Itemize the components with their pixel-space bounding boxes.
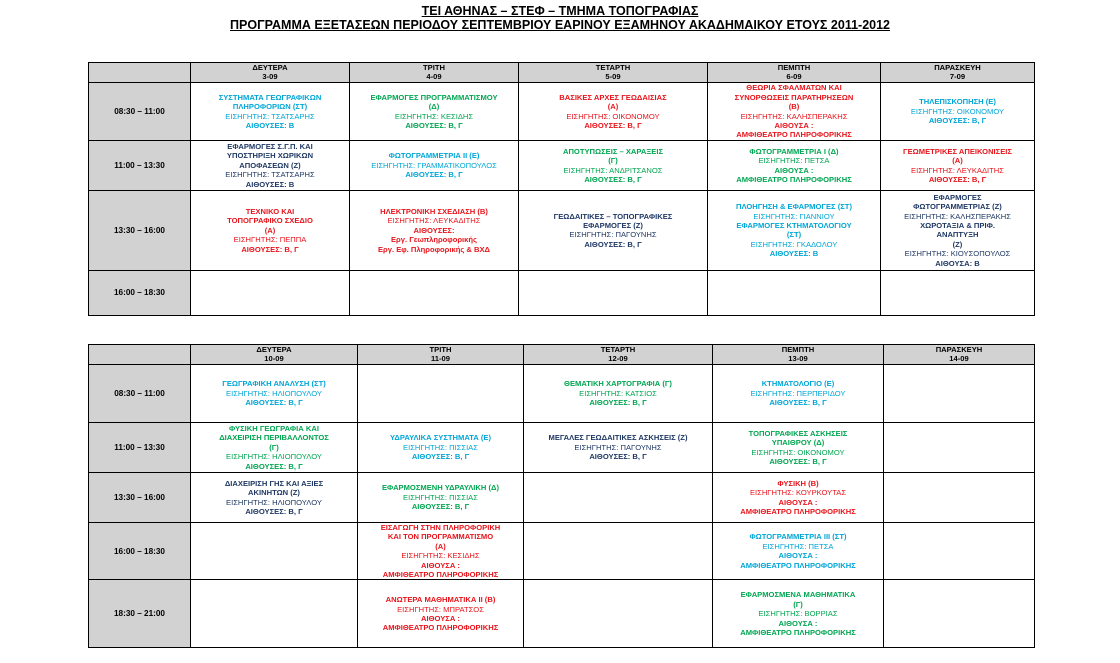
exam-cell (881, 83, 1035, 141)
exam-text: ΥΔΡΑΥΛΙΚΑ ΣΥΣΤΗΜΑΤΑ (Ε) (389, 433, 492, 443)
exam-cell (519, 140, 708, 190)
day-date: 7-09 (949, 71, 966, 81)
schedule-table-week-2 (88, 344, 1035, 648)
exam-text: ΗΛΕΚΤΡΟΝΙΚΗ ΣΧΕΔΙΑΣΗ (Β) (380, 206, 488, 216)
day-header-4 (708, 63, 881, 83)
exam-instructor: ΕΙΣΗΓΗΤΗΣ: ΒΟΡΡΙΑΣ (758, 609, 838, 619)
exam-text: (Γ) (793, 599, 803, 609)
exam-text: ΦΩΤΟΓΡΑΜΜΕΤΡΙΑ ΙΙΙ (ΣΤ) (749, 532, 847, 542)
exam-text: ΑΙΘΟΥΣΕΣ: Β, Γ (241, 244, 299, 254)
exam-text: (Δ) (428, 102, 440, 112)
exam-text: ΑΙΘΟΥΣΑ: Β (935, 258, 980, 268)
time-slot-label: 11:00 – 13:30 (89, 423, 191, 473)
time-slot-label: 11:00 – 13:30 (89, 140, 191, 190)
exam-text: ΔΙΑΧΕΙΡΙΣΗ ΓΗΣ ΚΑΙ ΑΞΙΕΣ (224, 478, 324, 488)
exam-cell (713, 580, 884, 648)
exam-text: ΕΦΑΡΜΟΓΕΣ (933, 192, 982, 202)
day-date: 14-09 (949, 353, 969, 363)
exam-text: ΓΕΩΜΕΤΡΙΚΕΣ ΑΠΕΙΚΟΝΙΣΕΙΣ (903, 146, 1012, 156)
time-slot-row (89, 270, 1035, 315)
exam-cell (713, 365, 884, 423)
empty-cell (358, 365, 524, 423)
exam-cell (350, 191, 519, 270)
corner-cell (89, 63, 191, 83)
exam-text: ΘΕΜΑΤΙΚΗ ΧΑΡΤΟΓΡΑΦΙΑ (Γ) (564, 379, 672, 389)
exam-cell (358, 473, 524, 523)
exam-text: Εργ. Γεωπληροφορικής (390, 235, 477, 245)
time-slot-label: 16:00 – 18:30 (89, 523, 191, 580)
exam-cell (358, 580, 524, 648)
exam-cell (713, 523, 884, 580)
exam-text: ΤΟΠΟΓΡΑΦΙΚΕΣ ΑΣΚΗΣΕΙΣ (748, 428, 848, 438)
exam-instructor: ΕΙΣΗΓΗΤΗΣ: ΚΑΛΗΣΠΕΡΑΚΗΣ (904, 211, 1011, 221)
exam-text: ΑΙΘΟΥΣΑ : (778, 618, 818, 628)
exam-instructor: ΕΙΣΗΓΗΤΗΣ: ΠΙΣΣΙΑΣ (403, 442, 478, 452)
exam-instructor: ΕΙΣΗΓΗΤΗΣ: ΚΑΛΗΣΠΕΡΑΚΗΣ (740, 111, 848, 121)
empty-cell (524, 580, 713, 648)
exam-text: ΑΚΙΝΗΤΩΝ (Ζ) (248, 488, 300, 498)
exam-instructor: ΕΙΣΗΓΗΤΗΣ: ΟΙΚΟΝΟΜΟΥ (910, 106, 1005, 116)
exam-text: ΑΙΘΟΥΣΕΣ: Β, Γ (245, 398, 303, 408)
exam-text: ΑΙΘΟΥΣΕΣ: Β, Γ (411, 502, 470, 512)
exam-text: ΑΝΩΤΕΡΑ ΜΑΘΗΜΑΤΙΚΑ ΙΙ (Β) (385, 595, 496, 605)
day-date: 13-09 (788, 353, 808, 363)
exam-text: ΑΜΦΙΘΕΑΤΡΟ ΠΛΗΡΟΦΟΡΙΚΗΣ (382, 623, 499, 633)
exam-text: ΒΑΣΙΚΕΣ ΑΡΧΕΣ ΓΕΩΔΑΙΣΙΑΣ (559, 92, 667, 102)
exam-text: (Γ) (269, 442, 279, 452)
exam-instructor: ΕΙΣΗΓΗΤΗΣ: ΠΕΠΠΑ (233, 235, 307, 245)
exam-text: ΑΙΘΟΥΣΕΣ: Β, Γ (589, 398, 647, 408)
exam-cell (524, 423, 713, 473)
day-header-2 (350, 63, 519, 83)
exam-text: ΑΙΘΟΥΣΕΣ: Β, Γ (405, 120, 463, 130)
exam-text: ΑΝΑΠΤΥΞΗ (936, 230, 979, 240)
exam-text: ΦΩΤΟΓΡΑΜΜΕΤΡΙΑ ΙΙ (Ε) (388, 151, 480, 161)
exam-cell (191, 473, 358, 523)
exam-cell (519, 191, 708, 270)
exam-text: ΑΙΘΟΥΣΑ : (778, 551, 818, 561)
exam-text: ΑΙΘΟΥΣΑ : (421, 613, 460, 623)
exam-text: ΠΛΗΡΟΦΟΡΙΩΝ (ΣΤ) (232, 102, 308, 112)
exam-cell (191, 365, 358, 423)
empty-cell (884, 580, 1035, 648)
exam-instructor: ΕΙΣΗΓΗΤΗΣ: ΚΑΤΣΙΟΣ (579, 388, 657, 398)
exam-text: ΤΟΠΟΓΡΑΦΙΚΟ ΣΧΕΔΙΟ (227, 216, 313, 226)
exam-cell (358, 523, 524, 580)
exam-instructor: ΕΙΣΗΓΗΤΗΣ: ΚΕΣΙΔΗΣ (394, 111, 474, 121)
exam-text: ΓΕΩΔΑΙΤΙΚΕΣ – ΤΟΠΟΓΡΑΦΙΚΕΣ (553, 211, 673, 221)
exam-cell (708, 191, 881, 270)
exam-text: ΑΙΘΟΥΣΕΣ: Β, Γ (245, 506, 303, 516)
exam-text: ΑΙΘΟΥΣΕΣ: Β (245, 120, 295, 130)
time-slot-row (89, 580, 1035, 648)
time-slot-label: 13:30 – 16:00 (89, 473, 191, 523)
exam-text: ΑΙΘΟΥΣΑ : (421, 560, 460, 570)
day-name: ΠΕΜΠΤΗ (777, 62, 811, 72)
empty-cell (191, 270, 350, 315)
exam-text: ΧΩΡΟΤΑΞΙΑ & ΠΡΙΦ. (920, 221, 995, 231)
exam-instructor: ΕΙΣΗΓΗΤΗΣ: ΜΠΡΑΤΣΟΣ (397, 604, 484, 614)
day-header-3 (524, 345, 713, 365)
exam-text: ΕΙΣΑΓΩΓΗ ΣΤΗΝ ΠΛΗΡΟΦΟΡΙΚΗ (380, 523, 501, 532)
day-header-5 (884, 345, 1035, 365)
empty-cell (524, 473, 713, 523)
exam-cell (519, 83, 708, 141)
exam-cell (191, 140, 350, 190)
day-header-1 (191, 345, 358, 365)
exam-text: (Β) (788, 102, 800, 112)
exam-text: ΚΑΙ ΤΟΝ ΠΡΟΓΡΑΜΜΑΤΙΣΜΟ (387, 532, 494, 542)
day-date: 6-09 (786, 71, 802, 81)
exam-cell (708, 140, 881, 190)
empty-cell (191, 580, 358, 648)
empty-cell (350, 270, 519, 315)
exam-text: ΕΦΑΡΜΟΓΕΣ Σ.Γ.Π. ΚΑΙ (227, 142, 313, 152)
day-date: 4-09 (426, 71, 442, 81)
exam-text: ΑΜΦΙΘΕΑΤΡΟ ΠΛΗΡΟΦΟΡΙΚΗΣ (736, 130, 852, 140)
exam-instructor: ΕΙΣΗΓΗΤΗΣ: ΛΕΥΚΑΔΙΤΗΣ (911, 165, 1004, 175)
exam-instructor: ΕΙΣΗΓΗΤΗΣ: ΠΕΤΣΑ (762, 541, 834, 551)
exam-text: ΦΩΤΟΓΡΑΜΜΕΤΡΙΑ Ι (Δ) (749, 146, 839, 156)
exam-text: ΜΕΓΑΛΕΣ ΓΕΩΔΑΙΤΙΚΕΣ ΑΣΚΗΣΕΙΣ (Ζ) (548, 433, 688, 443)
day-date: 12-09 (608, 353, 628, 363)
exam-text: ΦΥΣΙΚΗ (Β) (777, 478, 819, 488)
exam-instructor: ΕΙΣΗΓΗΤΗΣ: ΟΙΚΟΝΟΜΟΥ (566, 111, 660, 121)
day-header-2 (358, 345, 524, 365)
day-name: ΤΡΙΤΗ (429, 344, 452, 354)
empty-cell (708, 270, 881, 315)
time-slot-label: 16:00 – 18:30 (89, 270, 191, 315)
corner-cell (89, 345, 191, 365)
exam-cell (350, 83, 519, 141)
day-header-3 (519, 63, 708, 83)
exam-text: ΥΠΑΙΘΡΟΥ (Δ) (771, 438, 825, 448)
exam-text: ΑΙΘΟΥΣΕΣ: Β, Γ (405, 170, 463, 180)
exam-text: ΔΙΑΧΕΙΡΙΣΗ ΠΕΡΙΒΑΛΛΟΝΤΟΣ (219, 433, 329, 443)
time-slot-row (89, 140, 1035, 190)
empty-cell (524, 523, 713, 580)
exam-text: (Α) (435, 541, 446, 551)
exam-text: ΣΥΣΤΗΜΑΤΑ ΓΕΩΓΡΑΦΙΚΩΝ (218, 92, 322, 102)
exam-text: ΑΙΘΟΥΣΕΣ: Β, Γ (584, 120, 642, 130)
exam-text: ΑΙΘΟΥΣΕΣ: Β, Γ (411, 452, 470, 462)
exam-text: ΑΙΘΟΥΣΕΣ: Β (245, 179, 295, 189)
exam-text: ΓΕΩΓΡΑΦΙΚΗ ΑΝΑΛΥΣΗ (ΣΤ) (222, 379, 326, 389)
time-slot-label: 18:30 – 21:00 (89, 580, 191, 648)
exam-text: (Γ) (608, 156, 618, 166)
exam-text: ΑΙΘΟΥΣΕΣ: Β (769, 249, 819, 259)
schedule-table-week-1 (88, 62, 1035, 316)
exam-instructor: ΕΙΣΗΓΗΤΗΣ: ΓΡΑΜΜΑΤΙΚΟΠΟΥΛΟΣ (371, 160, 497, 170)
day-name: ΤΡΙΤΗ (423, 62, 445, 72)
exam-text: ΑΙΘΟΥΣΕΣ: Β, Γ (928, 174, 987, 184)
exam-instructor: ΕΙΣΗΓΗΤΗΣ: ΠΑΓΟΥΝΗΣ (574, 442, 662, 452)
exam-text: ΕΦΑΡΜΟΣΜΕΝΑ ΜΑΘΗΜΑΤΙΚΑ (740, 590, 856, 600)
exam-text: ΘΕΩΡΙΑ ΣΦΑΛΜΑΤΩΝ ΚΑΙ (746, 83, 842, 93)
exam-text: ΑΙΘΟΥΣΑ : (774, 165, 814, 175)
exam-instructor: ΕΙΣΗΓΗΤΗΣ: ΠΑΓΟΥΝΗΣ (569, 230, 657, 240)
exam-instructor: ΕΙΣΗΓΗΤΗΣ: ΓΙΑΝΝΙΟΥ (753, 211, 835, 221)
exam-text: ΦΥΣΙΚΗ ΓΕΩΓΡΑΦΙΑ ΚΑΙ (229, 423, 319, 433)
exam-text: ΕΦΑΡΜΟΓΕΣ ΚΤΗΜΑΤΟΛΟΓΙΟΥ (736, 221, 852, 231)
exam-cell (191, 191, 350, 270)
exam-cell (191, 83, 350, 141)
exam-text: ΥΠΟΣΤΗΡΙΞΗ ΧΩΡΙΚΩΝ (226, 151, 314, 161)
empty-cell (519, 270, 708, 315)
day-name: ΠΑΡΑΣΚΕΥΗ (935, 344, 983, 354)
exam-text: ΑΙΘΟΥΣΕΣ: Β, Γ (769, 398, 827, 408)
exam-text: ΑΜΦΙΘΕΑΤΡΟ ΠΛΗΡΟΦΟΡΙΚΗΣ (740, 628, 856, 638)
exam-text: (Α) (264, 225, 276, 235)
exam-cell (881, 140, 1035, 190)
exam-instructor: ΕΙΣΗΓΗΤΗΣ: ΚΙΟΥΣΟΠΟΥΛΟΣ (904, 249, 1011, 259)
exam-instructor: ΕΙΣΗΓΗΤΗΣ: ΤΣΑΤΣΑΡΗΣ (225, 111, 315, 121)
day-header-4 (713, 345, 884, 365)
day-date: 10-09 (264, 353, 284, 363)
empty-cell (881, 270, 1035, 315)
exam-instructor: ΕΙΣΗΓΗΤΗΣ: ΓΚΑΔΟΛΟΥ (750, 239, 838, 249)
day-date: 11-09 (430, 353, 450, 363)
time-slot-row (89, 365, 1035, 423)
exam-instructor: ΕΙΣΗΓΗΤΗΣ: ΚΕΣΙΔΗΣ (401, 551, 480, 561)
exam-instructor: ΕΙΣΗΓΗΤΗΣ: ΤΣΑΤΣΑΡΗΣ (225, 170, 315, 180)
exam-text: ΕΦΑΡΜΟΓΕΣ (Ζ) (583, 221, 643, 231)
exam-text: ΕΦΑΡΜΟΓΕΣ ΠΡΟΓΡΑΜΜΑΤΙΣΜΟΥ (370, 92, 498, 102)
exam-instructor: ΕΙΣΗΓΗΤΗΣ: ΛΕΥΚΑΔΙΤΗΣ (387, 216, 481, 226)
exam-text: ΑΙΘΟΥΣΕΣ: Β, Γ (928, 116, 987, 126)
exam-cell (358, 423, 524, 473)
time-slot-row (89, 523, 1035, 580)
day-date: 5-09 (605, 71, 621, 81)
exam-cell (713, 423, 884, 473)
exam-text: (Α) (607, 102, 619, 112)
exam-text: ΑΜΦΙΘΕΑΤΡΟ ΠΛΗΡΟΦΟΡΙΚΗΣ (740, 560, 856, 570)
exam-text: ΑΙΘΟΥΣΕΣ: Β, Γ (245, 461, 303, 471)
exam-text: ΑΙΘΟΥΣΕΣ: Β, Γ (769, 456, 827, 466)
exam-instructor: ΕΙΣΗΓΗΤΗΣ: ΑΝΔΡΙΤΣΑΝΟΣ (563, 165, 663, 175)
exam-text: ΑΙΘΟΥΣΕΣ: (413, 225, 455, 235)
exam-text: (ΣΤ) (786, 230, 802, 240)
time-slot-label: 08:30 – 11:00 (89, 365, 191, 423)
exam-text: (Α) (952, 156, 963, 166)
day-date: 3-09 (262, 71, 278, 81)
exam-instructor: ΕΙΣΗΓΗΤΗΣ: ΠΕΡΠΕΡΙΔΟΥ (750, 388, 846, 398)
time-slot-row (89, 83, 1035, 141)
exam-instructor: ΕΙΣΗΓΗΤΗΣ: ΚΟΥΡΚΟΥΤΑΣ (749, 488, 847, 498)
exam-text: ΚΤΗΜΑΤΟΛΟΓΙΟ (Ε) (761, 379, 835, 389)
exam-instructor: ΕΙΣΗΓΗΤΗΣ: ΟΙΚΟΝΟΜΟΥ (751, 447, 845, 457)
exam-cell (713, 473, 884, 523)
day-name: ΤΕΤΑΡΤΗ (595, 62, 631, 72)
exam-cell (191, 423, 358, 473)
exam-instructor: ΕΙΣΗΓΗΤΗΣ: ΗΛΙΟΠΟΥΛΟΥ (226, 497, 322, 507)
exam-cell (881, 191, 1035, 270)
exam-text: ΑΜΦΙΘΕΑΤΡΟ ΠΛΗΡΟΦΟΡΙΚΗΣ (740, 506, 856, 516)
exam-instructor: ΕΙΣΗΓΗΤΗΣ: ΗΛΙΟΠΟΥΛΟΥ (226, 388, 322, 398)
exam-text: ΑΠΟΦΑΣΕΩΝ (Ζ) (239, 160, 301, 170)
exam-text: ΑΜΦΙΘΕΑΤΡΟ ΠΛΗΡΟΦΟΡΙΚΗΣ (736, 174, 852, 184)
day-header-1 (191, 63, 350, 83)
exam-text: ΣΥΝΟΡΘΩΣΕΙΣ ΠΑΡΑΤΗΡΗΣΕΩΝ (734, 92, 854, 102)
exam-text: ΤΕΧΝΙΚΟ ΚΑΙ (245, 206, 295, 216)
exam-cell (350, 140, 519, 190)
exam-cell (708, 83, 881, 141)
day-header-row (89, 345, 1035, 365)
exam-text: ΑΜΦΙΘΕΑΤΡΟ ΠΛΗΡΟΦΟΡΙΚΗΣ (382, 570, 499, 580)
time-slot-label: 13:30 – 16:00 (89, 191, 191, 270)
document-subtitle: ΠΡΟΓΡΑΜΜΑ ΕΞΕΤΑΣΕΩΝ ΠΕΡΙΟΔΟΥ ΣΕΠΤΕΜΒΡΙΟΥ ΕΑΡΙΝΟΥ ΕΞΑΜΗΝΟΥ ΑΚΑΔΗΜΑΙΚΟΥ ΕΤΟΥΣ 2011-2012 (230, 18, 890, 32)
exam-text: Εργ. Εφ. Πληροφορικής & ΒΧΔ (377, 244, 490, 254)
day-name: ΤΕΤΑΡΤΗ (600, 344, 636, 354)
exam-text: (Ζ) (952, 239, 963, 249)
exam-text: ΑΙΘΟΥΣΑ : (778, 497, 818, 507)
document-title: ΤΕΙ ΑΘΗΝΑΣ – ΣΤΕΦ – ΤΜΗΜΑ ΤΟΠΟΓΡΑΦΙΑΣ (421, 4, 699, 18)
time-slot-row (89, 191, 1035, 270)
empty-cell (884, 473, 1035, 523)
exam-text: ΑΙΘΟΥΣΕΣ: Β, Γ (584, 174, 642, 184)
exam-instructor: ΕΙΣΗΓΗΤΗΣ: ΗΛΙΟΠΟΥΛΟΥ (226, 452, 322, 462)
exam-text: ΠΛΟΗΓΗΣΗ & ΕΦΑΡΜΟΓΕΣ (ΣΤ) (736, 202, 852, 212)
day-name: ΠΕΜΠΤΗ (781, 344, 815, 354)
exam-text: ΤΗΛΕΠΙΣΚΟΠΗΣΗ (Ε) (919, 97, 996, 107)
time-slot-label: 08:30 – 11:00 (89, 83, 191, 141)
exam-text: ΑΙΘΟΥΣΕΣ: Β, Γ (584, 239, 642, 249)
empty-cell (884, 523, 1035, 580)
empty-cell (191, 523, 358, 580)
exam-text: ΑΠΟΤΥΠΩΣΕΙΣ – ΧΑΡΑΞΕΙΣ (562, 146, 664, 156)
day-name: ΠΑΡΑΣΚΕΥΗ (934, 62, 981, 72)
time-slot-row (89, 473, 1035, 523)
day-header-5 (881, 63, 1035, 83)
exam-text: ΑΙΘΟΥΣΑ : (774, 120, 814, 130)
exam-text: ΕΦΑΡΜΟΣΜΕΝΗ ΥΔΡΑΥΛΙΚΗ (Δ) (381, 483, 500, 493)
exam-instructor: ΕΙΣΗΓΗΤΗΣ: ΠΙΣΣΙΑΣ (403, 492, 478, 502)
exam-text: ΑΙΘΟΥΣΕΣ: Β, Γ (589, 452, 647, 462)
exam-cell (524, 365, 713, 423)
day-name: ΔΕΥΤΕΡΑ (256, 344, 292, 354)
empty-cell (884, 365, 1035, 423)
day-header-row (89, 63, 1035, 83)
exam-instructor: ΕΙΣΗΓΗΤΗΣ: ΠΕΤΣΑ (758, 156, 830, 166)
time-slot-row (89, 423, 1035, 473)
exam-text: ΦΩΤΟΓΡΑΜΜΕΤΡΙΑΣ (Ζ) (913, 202, 1002, 212)
day-name: ΔΕΥΤΕΡΑ (252, 62, 288, 72)
empty-cell (884, 423, 1035, 473)
